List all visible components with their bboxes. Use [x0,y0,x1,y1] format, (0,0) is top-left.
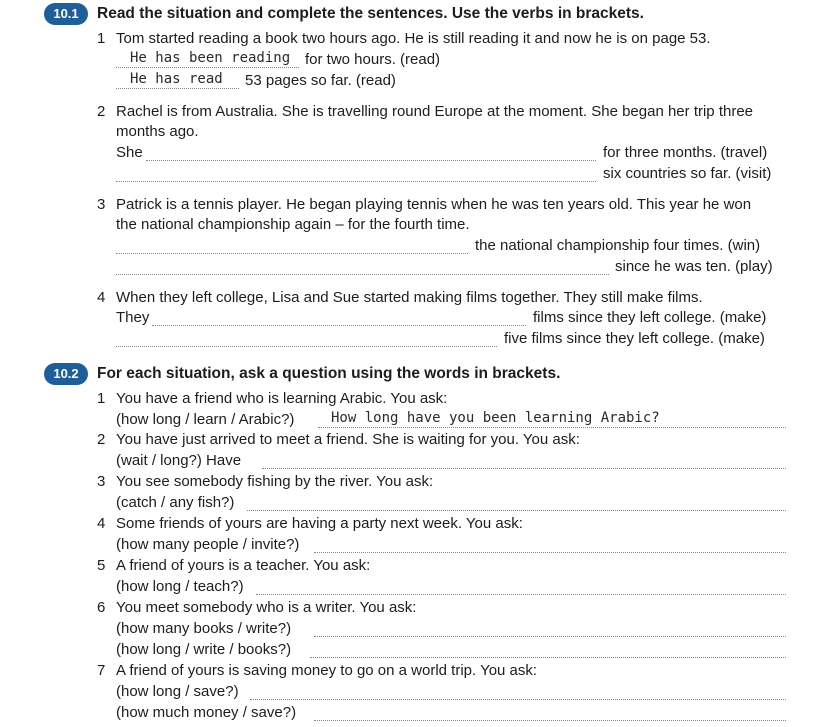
question-text: Tom started reading a book two hours ago. He is still reading it and now he is on page 53. [116,30,711,47]
answer-text: He has been reading [130,50,291,66]
prompt-text: (how many people / invite?) [116,536,300,553]
sentence-end: six countries so far. (visit) [603,165,772,182]
situation-text: A friend of yours is a teacher. You ask: [116,557,371,574]
exercise-instruction-10-1: Read the situation and complete the sentences. Use the verbs in brackets. [97,5,644,22]
question-number: 3 [97,473,106,490]
question-text: the national championship again – for the fourth time. [116,216,470,233]
prompt-text: (how many books / write?) [116,620,292,637]
situation-text: You have just arrived to meet a friend. She is waiting for you. You ask: [116,431,580,448]
sentence-end: five films since they left college. (make) [504,330,765,347]
situation-text: You have a friend who is learning Arabic. You ask: [116,390,448,407]
answer-line [318,427,786,428]
question-number: 6 [97,599,106,616]
sentence-start: She [116,144,143,161]
question-number: 3 [97,196,106,213]
question-text: Patrick is a tennis player. He began playing tennis when he was ten years old. This year he won [116,196,752,213]
answer-blank[interactable] [310,657,786,658]
question-number: 1 [97,30,106,47]
answer-blank[interactable] [256,594,786,595]
answer-text: How long have you been learning Arabic? [331,410,660,426]
situation-text: Some friends of yours are having a party next week. You ask: [116,515,523,532]
question-text: months ago. [116,123,199,140]
answer-line [116,67,299,68]
answer-blank[interactable] [250,699,786,700]
answer-blank[interactable] [247,510,786,511]
question-number: 7 [97,662,106,679]
sentence-end: for three months. (travel) [603,144,768,161]
prompt-text: (how long / write / books?) [116,641,292,658]
situation-text: You see somebody fishing by the river. You ask: [116,473,434,490]
exercise-instruction-10-2: For each situation, ask a question using the words in brackets. [97,365,561,382]
answer-blank[interactable] [116,274,609,275]
situation-text: A friend of yours is saving money to go on a world trip. You ask: [116,662,538,679]
question-number: 2 [97,431,106,448]
question-number: 4 [97,515,106,532]
question-text: When they left college, Lisa and Sue started making films together. They still make films. [116,289,703,306]
answer-blank[interactable] [146,160,596,161]
prompt-text: (how long / teach?) [116,578,244,595]
answer-blank[interactable] [116,253,468,254]
situation-text: You meet somebody who is a writer. You ask: [116,599,417,616]
sentence-start: They [116,309,150,326]
exercise-badge-10-2: 10.2 [44,363,88,385]
answer-blank[interactable] [314,720,786,721]
sentence-end: films since they left college. (make) [533,309,767,326]
sentence-end: the national championship four times. (win) [475,237,761,254]
answer-blank[interactable] [262,468,786,469]
question-number: 4 [97,289,106,306]
answer-line [116,88,239,89]
sentence-end: since he was ten. (play) [615,258,773,275]
answer-blank[interactable] [314,636,786,637]
answer-blank[interactable] [152,325,526,326]
exercise-badge-10-1: 10.1 [44,3,88,25]
question-number: 2 [97,103,106,120]
answer-text: He has read [130,71,223,87]
prompt-text: (wait / long?) Have [116,452,242,469]
prompt-text: (how long / save?) [116,683,239,700]
sentence-end: for two hours. (read) [305,51,441,68]
sentence-end: 53 pages so far. (read) [245,72,396,89]
prompt-text: (how much money / save?) [116,704,297,721]
answer-blank[interactable] [314,552,786,553]
answer-blank[interactable] [116,346,497,347]
question-number: 1 [97,390,106,407]
question-text: Rachel is from Australia. She is travelling round Europe at the moment. She began her trip three [116,103,754,120]
answer-blank[interactable] [116,181,596,182]
prompt-text: (catch / any fish?) [116,494,235,511]
question-number: 5 [97,557,106,574]
prompt-text: (how long / learn / Arabic?) [116,411,295,428]
